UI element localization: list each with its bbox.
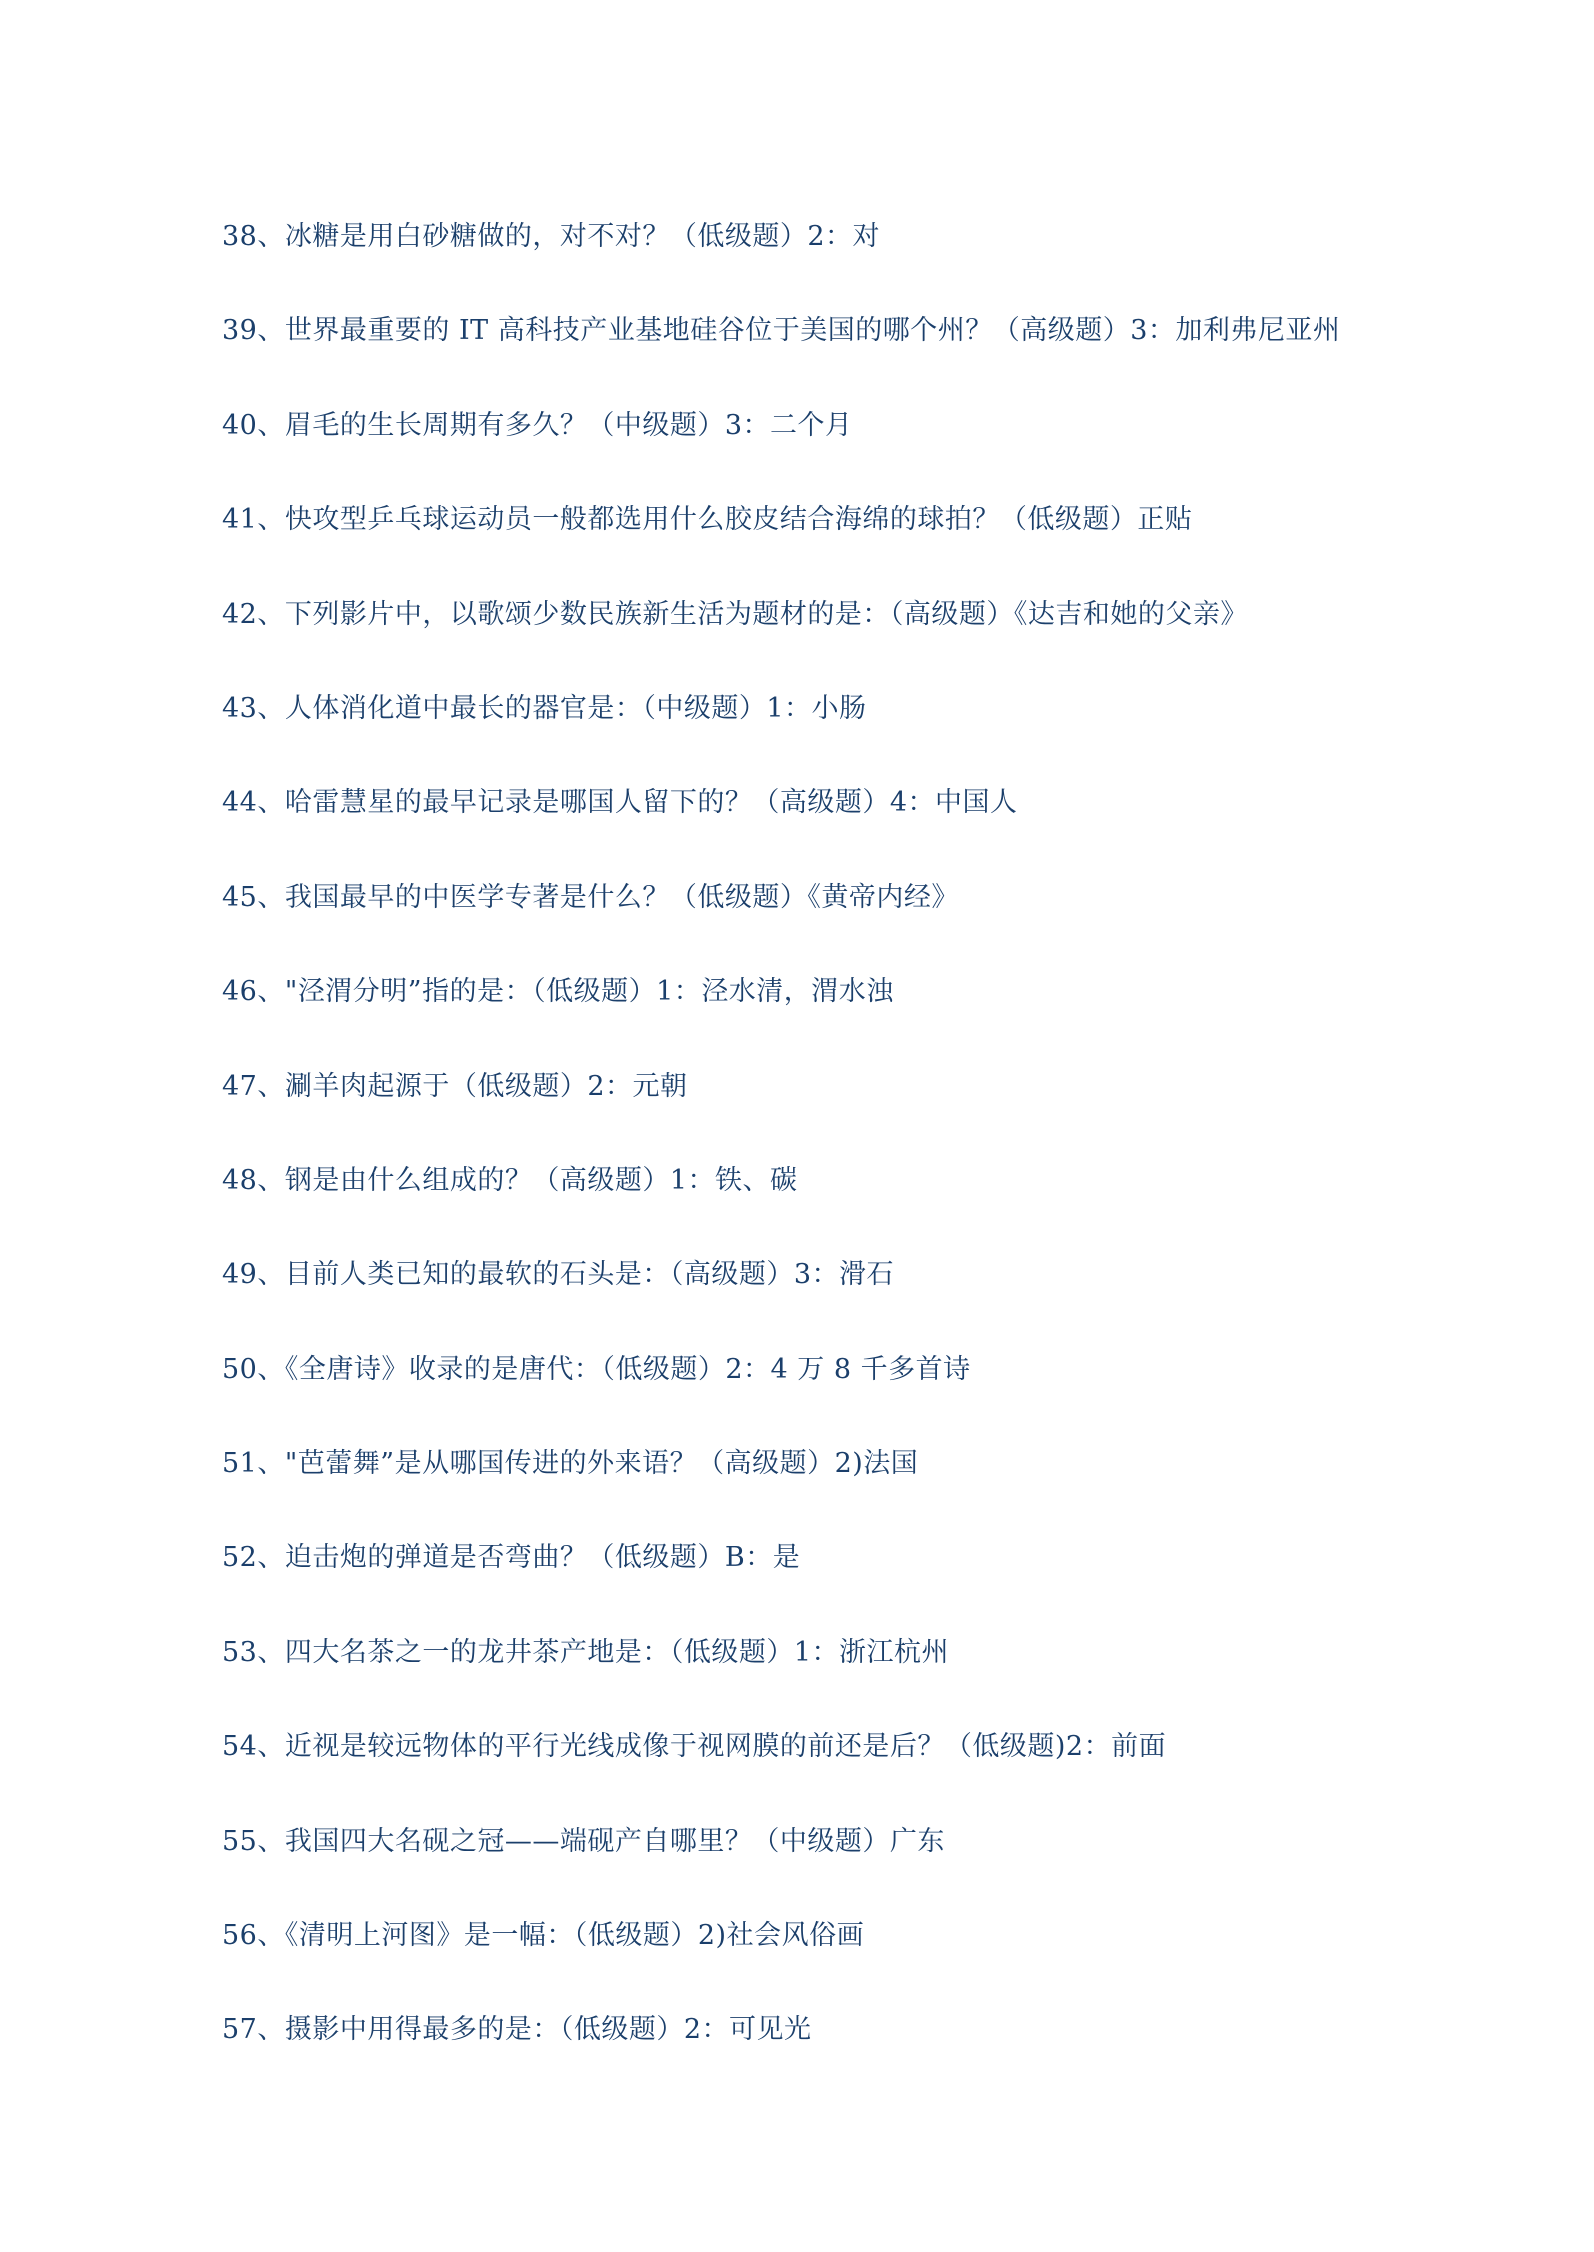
question-44: 44、哈雷慧星的最早记录是哪国人留下的？（高级题）4：中国人 — [222, 787, 1018, 819]
question-list — [222, 212, 1522, 2100]
question-54: 54、近视是较远物体的平行光线成像于视网膜的前还是后？（低级题)2：前面 — [222, 1731, 1167, 1763]
question-41: 41、快攻型乒乓球运动员一般都选用什么胶皮结合海绵的球拍？（低级题）正贴 — [222, 504, 1193, 536]
question-46: 46、"泾渭分明”指的是：（低级题）1：泾水清，渭水浊 — [222, 976, 894, 1008]
question-56: 56、《清明上河图》是一幅：（低级题）2)社会风俗画 — [222, 1920, 865, 1952]
question-57: 57、摄影中用得最多的是：（低级题）2：可见光 — [222, 2014, 812, 2046]
question-38: 38、冰糖是用白砂糖做的，对不对？（低级题）2：对 — [222, 221, 881, 252]
question-51: 51、"芭蕾舞”是从哪国传进的外来语？（高级题）2)法国 — [222, 1448, 919, 1480]
question-42: 42、下列影片中，以歌颂少数民族新生活为题材的是：（高级题）《达吉和她的父亲》 — [222, 598, 1248, 630]
question-45: 45、我国最早的中医学专著是什么？（低级题）《黄帝内经》 — [222, 881, 959, 913]
question-43: 43、人体消化道中最长的器官是：（中级题）1：小肠 — [222, 692, 867, 724]
question-48: 48、钢是由什么组成的？（高级题）1：铁、碳 — [222, 1164, 798, 1196]
question-55: 55、我国四大名砚之冠——端砚产自哪里？（中级题）广东 — [222, 1825, 945, 1857]
question-39: 39、世界最重要的 IT 高科技产业基地硅谷位于美国的哪个州？（高级题）3：加利弗尼亚州 — [222, 315, 1341, 347]
question-53: 53、四大名茶之一的龙井茶产地是：（低级题）1：浙江杭州 — [222, 1636, 950, 1668]
question-40: 40、眉毛的生长周期有多久？（中级题）3：二个月 — [222, 409, 853, 441]
question-49: 49、目前人类已知的最软的石头是：（高级题）3：滑石 — [222, 1259, 895, 1291]
question-50: 50、《全唐诗》收录的是唐代：（低级题）2：4 万 8 千多首诗 — [222, 1353, 971, 1385]
question-52: 52、迫击炮的弹道是否弯曲？（低级题）B：是 — [222, 1542, 801, 1574]
question-47: 47、涮羊肉起源于（低级题）2：元朝 — [222, 1070, 688, 1102]
